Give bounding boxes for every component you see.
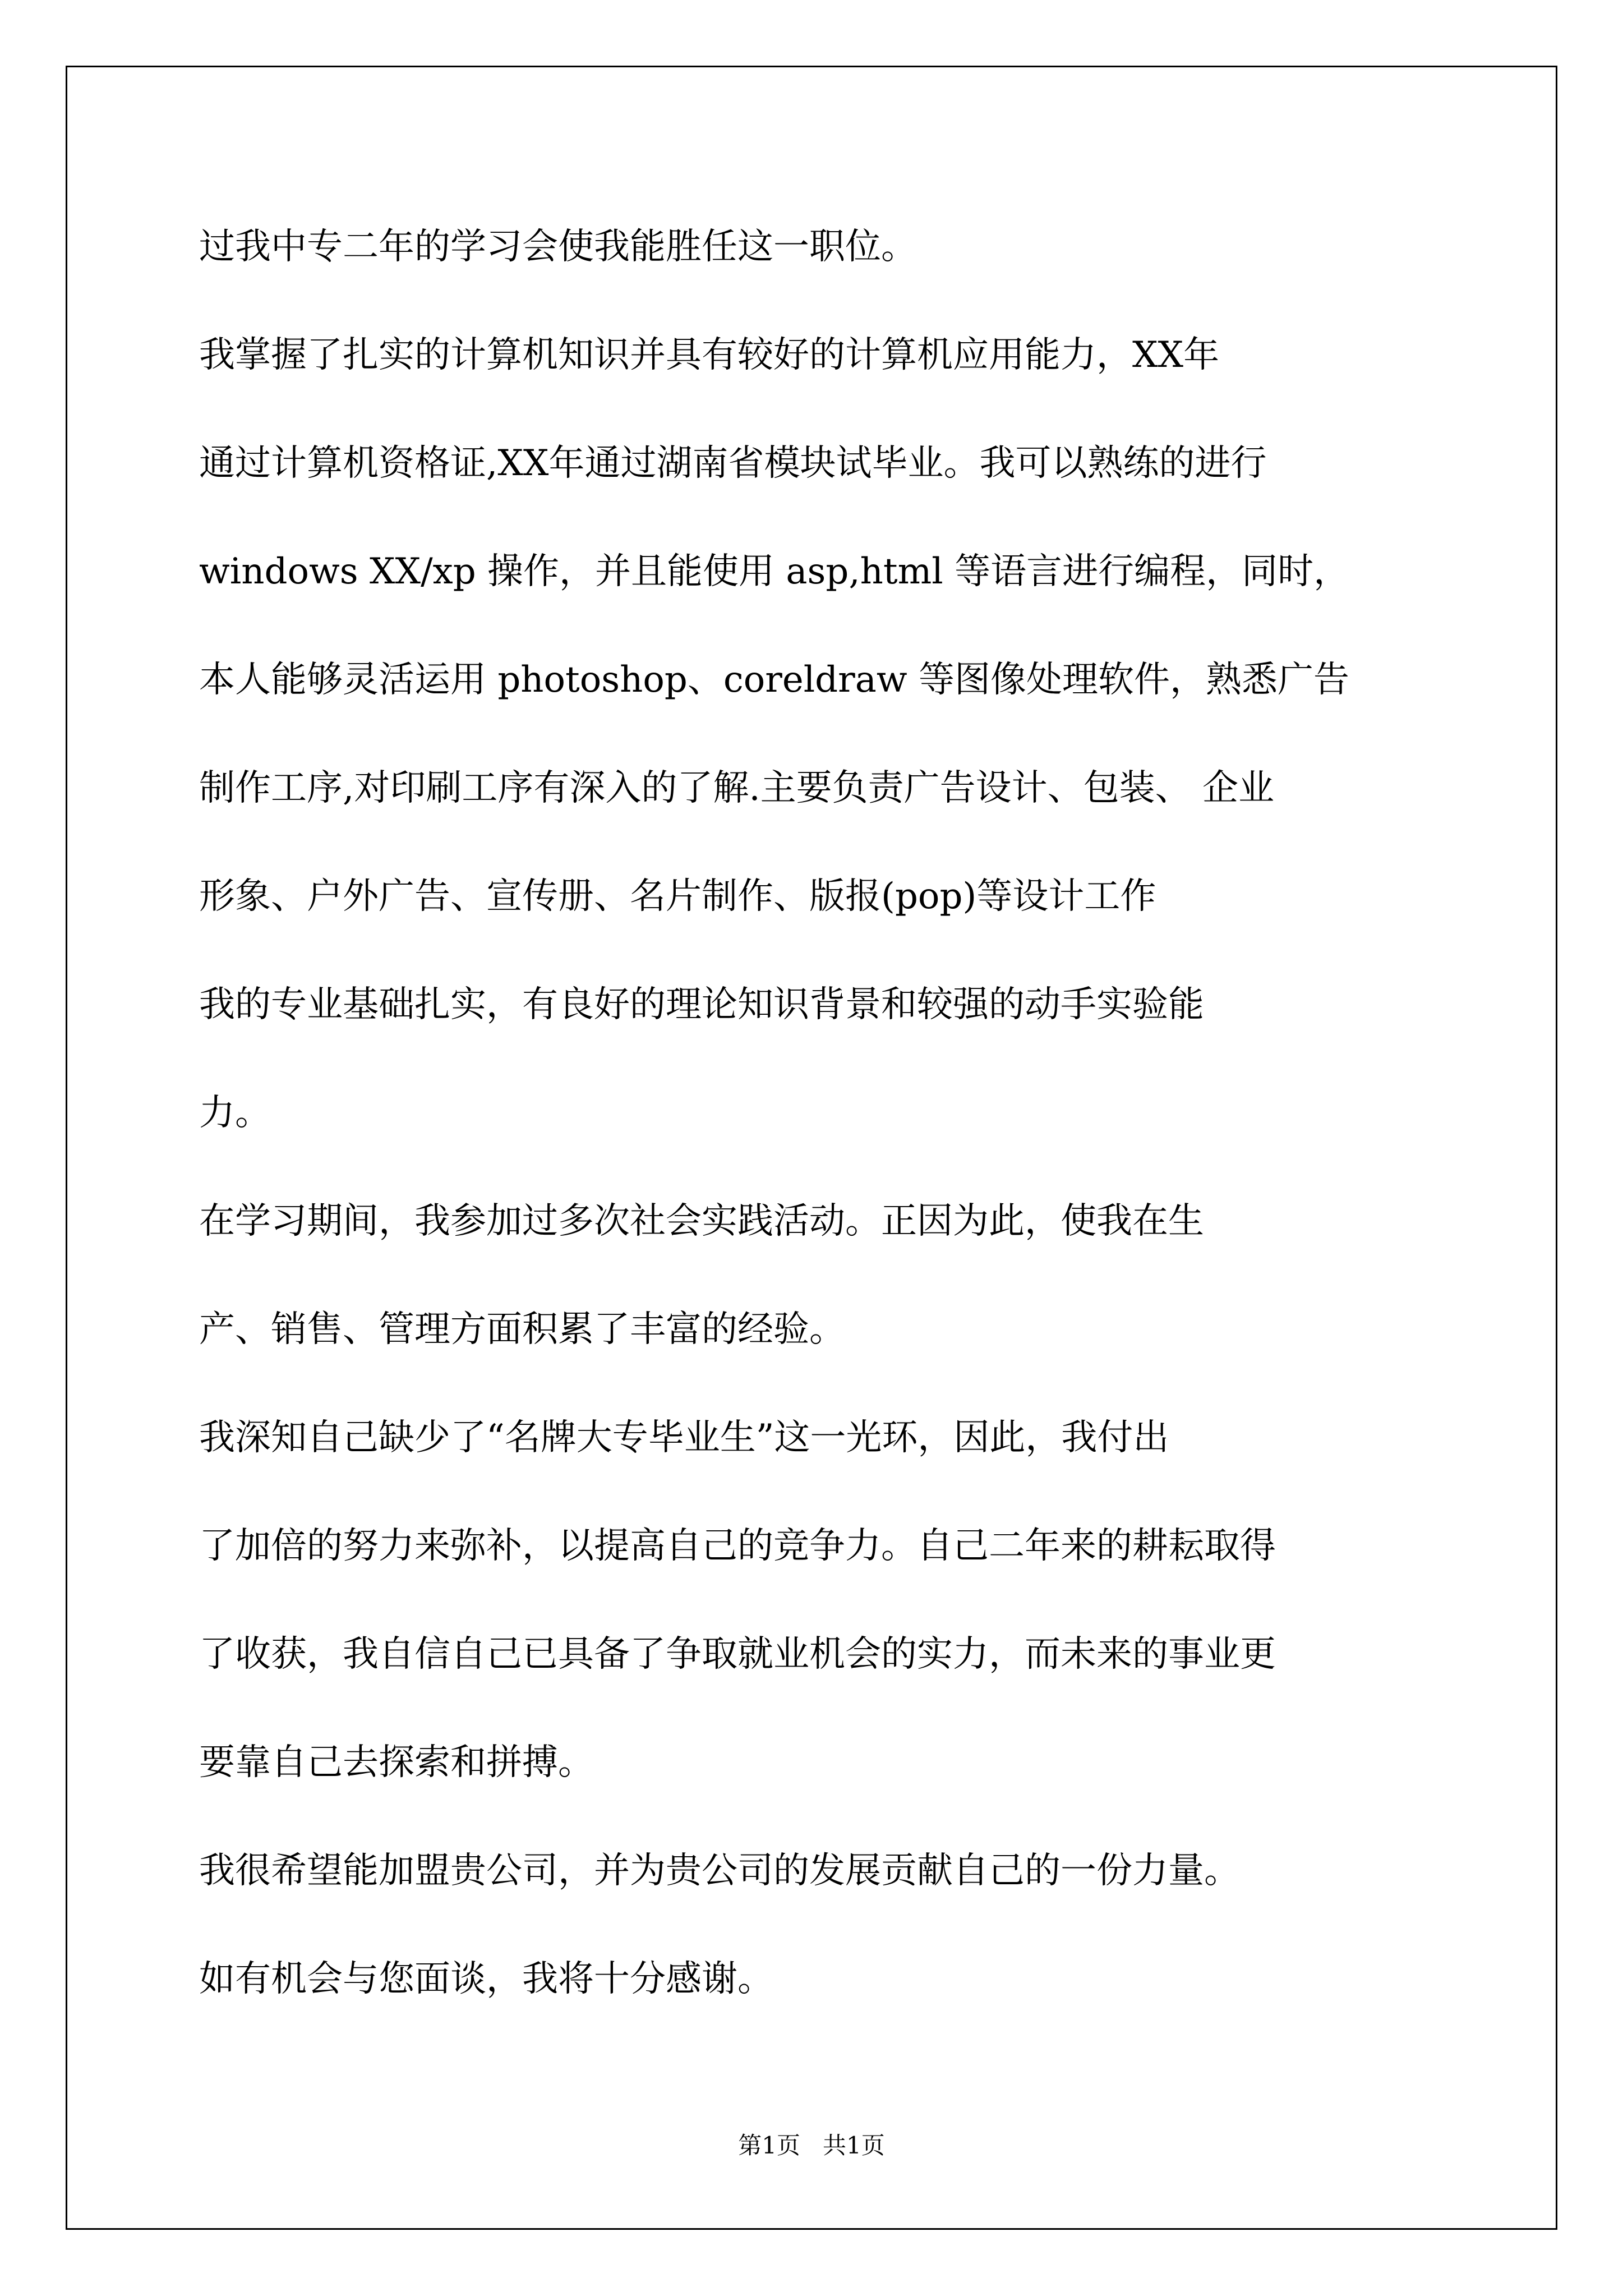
body-line-14: 了收获，我自信自己已具备了争取就业机会的实力，而未来的事业更 — [199, 1634, 1276, 1675]
page-footer: 第1页 共1页 — [738, 2132, 885, 2159]
body-line-6: 制作工序,对印刷工序有深入的了解.主要负责广告设计、包装、 企业 — [199, 767, 1275, 809]
body-line-10: 在学习期间，我参加过多次社会实践活动。正因为此，使我在生 — [199, 1200, 1204, 1242]
body-line-5: 本人能够灵活运用 photoshop、coreldraw 等图像处理软件，熟悉广告 — [199, 659, 1350, 701]
body-line-1: 过我中专二年的学习会使我能胜任这一职位。 — [199, 226, 917, 268]
page-border — [66, 66, 1557, 2230]
body-line-2: 我掌握了扎实的计算机知识并具有较好的计算机应用能力，XX年 — [199, 334, 1220, 376]
body-line-7: 形象、户外广告、宣传册、名片制作、版报(pop)等设计工作 — [199, 876, 1156, 917]
body-line-4: windows XX/xp 操作，并且能使用 asp,html 等语言进行编程，同时， — [199, 551, 1350, 592]
body-line-17: 如有机会与您面谈，我将十分感谢。 — [199, 1958, 773, 2000]
body-line-16: 我很希望能加盟贵公司，并为贵公司的发展贡献自己的一份力量。 — [199, 1850, 1240, 1892]
body-line-13: 了加倍的努力来弥补，以提高自己的竞争力。自己二年来的耕耘取得 — [199, 1525, 1276, 1567]
body-line-8: 我的专业基础扎实，有良好的理论知识背景和较强的动手实验能 — [199, 984, 1204, 1025]
body-line-12: 我深知自己缺少了“名牌大专毕业生”这一光环，因此，我付出 — [199, 1417, 1169, 1458]
body-line-9: 力。 — [199, 1092, 271, 1134]
body-line-3: 通过计算机资格证,XX年通过湖南省模块试毕业。我可以熟练的进行 — [199, 443, 1267, 484]
body-line-15: 要靠自己去探索和拼搏。 — [199, 1742, 594, 1783]
body-line-11: 产、销售、管理方面积累了丰富的经验。 — [199, 1309, 845, 1350]
